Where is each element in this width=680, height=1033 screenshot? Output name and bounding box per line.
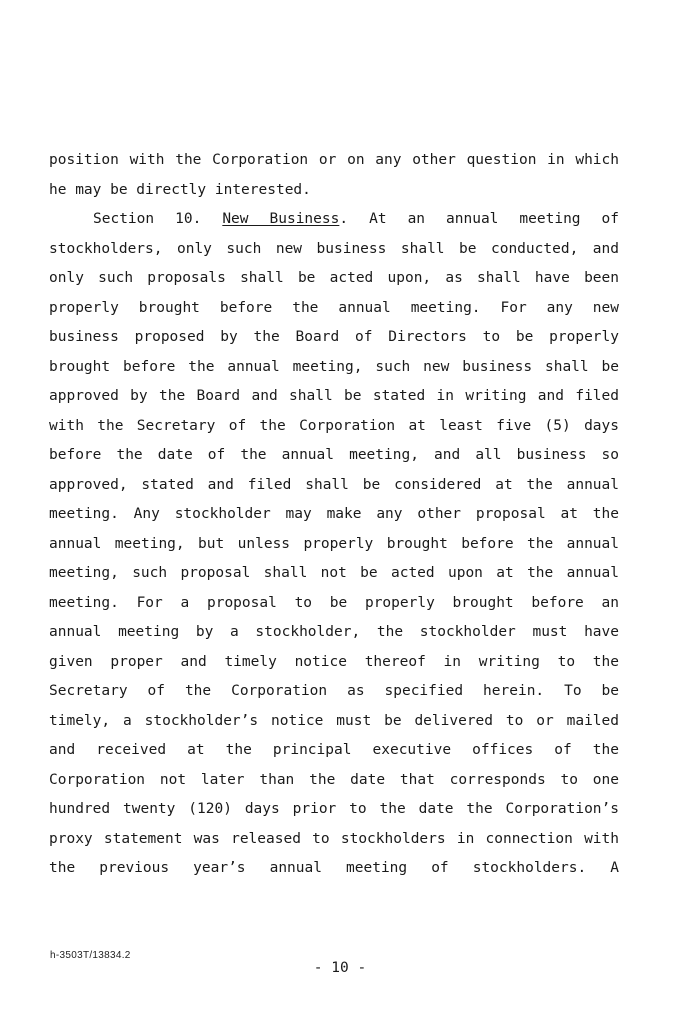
text-line: properly brought before the annual meeting. For any new <box>49 299 619 316</box>
document-id: h-3503T/13834.2 <box>50 950 131 961</box>
text-line: approved, stated and filed shall be considered at the annual <box>49 476 619 493</box>
text-line: given proper and timely notice thereof in writing to the <box>49 653 619 670</box>
body-text <box>49 146 619 884</box>
text-line: stockholders, only such new business shall be conducted, and <box>49 240 619 257</box>
section-heading-line <box>49 205 619 235</box>
text-line: with the Secretary of the Corporation at least five (5) days <box>49 417 619 434</box>
text-line: business proposed by the Board of Directors to be properly <box>49 329 619 345</box>
text-line: timely, a stockholder’s notice must be delivered to or mailed <box>49 712 619 729</box>
text-line: only such proposals shall be acted upon, as shall have been <box>49 270 619 286</box>
text-line: he may be directly interested. <box>49 181 311 198</box>
text-line: meeting, such proposal shall not be acted upon at the annual <box>49 565 619 581</box>
text-line: approved by the Board and shall be stated in writing and filed <box>49 388 619 404</box>
text-line: Corporation not later than the date that corresponds to one <box>49 771 619 788</box>
section-heading-rest: . At an annual meeting of <box>339 211 619 227</box>
text-line: annual meeting, but unless properly brought before the annual <box>49 535 619 552</box>
text-line: brought before the annual meeting, such new business shall be <box>49 358 619 375</box>
text-line: and received at the principal executive offices of the <box>49 742 619 758</box>
text-line: meeting. Any stockholder may make any other proposal at the <box>49 506 619 522</box>
section-number: Section 10. <box>93 211 223 227</box>
text-line: proxy statement was released to stockholders in connection with <box>49 830 619 847</box>
text-line: Secretary of the Corporation as specified herein. To be <box>49 683 619 699</box>
text-line: meeting. For a proposal to be properly brought before an <box>49 594 619 611</box>
page-number: - 10 - <box>313 960 367 976</box>
text-line: the previous year’s annual meeting of stockholders. A <box>49 860 619 876</box>
text-line: position with the Corporation or on any other question in which <box>49 152 619 168</box>
section-title: New Business <box>222 211 340 227</box>
text-line: hundred twenty (120) days prior to the date the Corporation’s <box>49 801 619 817</box>
text-line: before the date of the annual meeting, and all business so <box>49 447 619 463</box>
text-line: annual meeting by a stockholder, the stockholder must have <box>49 624 619 640</box>
